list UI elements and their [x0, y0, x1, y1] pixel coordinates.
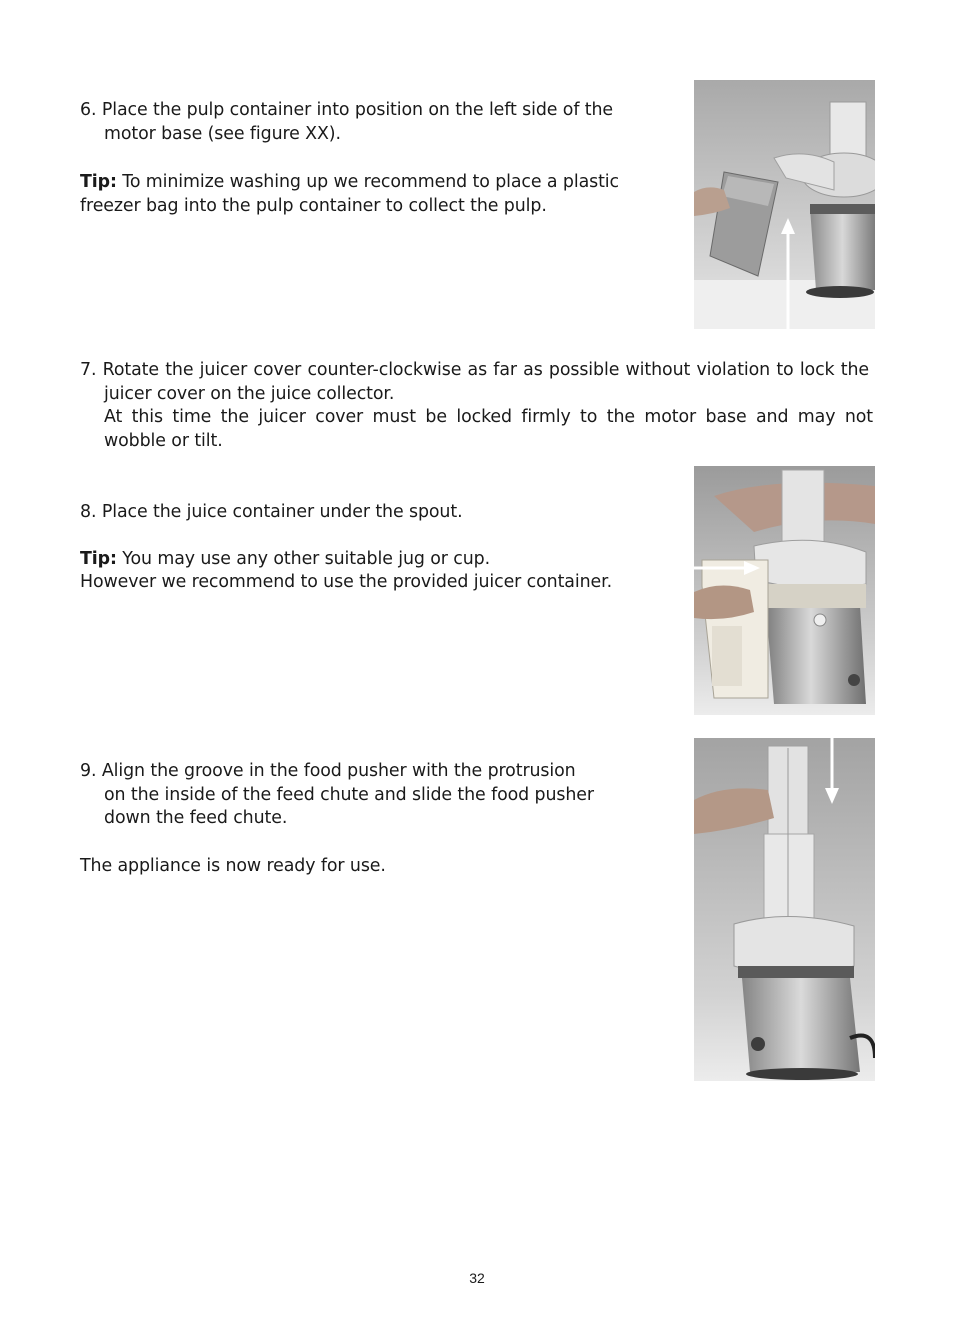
step6-line1: 6. Place the pulp container into position on the left side of the [80, 100, 614, 120]
step7-line1: 7. Rotate the juicer cover counter-clockwise as far as possible without violation to lock the [80, 360, 869, 380]
step7-line4: wobble or tilt. [104, 431, 223, 451]
step9-line3: down the feed chute. [104, 808, 288, 828]
step6-line2: motor base (see figure XX). [104, 124, 341, 144]
tip-text: You may use any other suitable jug or cup. [116, 549, 491, 569]
step6-tip [80, 171, 619, 195]
juice-container-photo [694, 466, 875, 715]
step9-line2: on the inside of the feed chute and slide the food pusher [104, 785, 594, 805]
food-pusher-photo [694, 738, 875, 1081]
tip-label: Tip: [80, 172, 117, 192]
tip-text: To minimize washing up we recommend to place a plastic [116, 172, 619, 192]
step8-tip-line2: However we recommend to use the provided juicer container. [80, 572, 612, 592]
pulp-container-photo [694, 80, 875, 329]
step8-tip [80, 548, 490, 572]
step7-line3: At this time the juicer cover must be locked firmly to the motor base and may not [104, 407, 873, 427]
step9-line1: 9. Align the groove in the food pusher with the protrusion [80, 761, 576, 781]
tip-label: Tip: [80, 549, 117, 569]
page-number: 32 [469, 1270, 485, 1286]
ready-text: The appliance is now ready for use. [80, 856, 386, 876]
step6-tip-line2: freezer bag into the pulp container to collect the pulp. [80, 196, 547, 216]
step8-line1: 8. Place the juice container under the spout. [80, 502, 463, 522]
step7-line2: juicer cover on the juice collector. [104, 384, 395, 404]
